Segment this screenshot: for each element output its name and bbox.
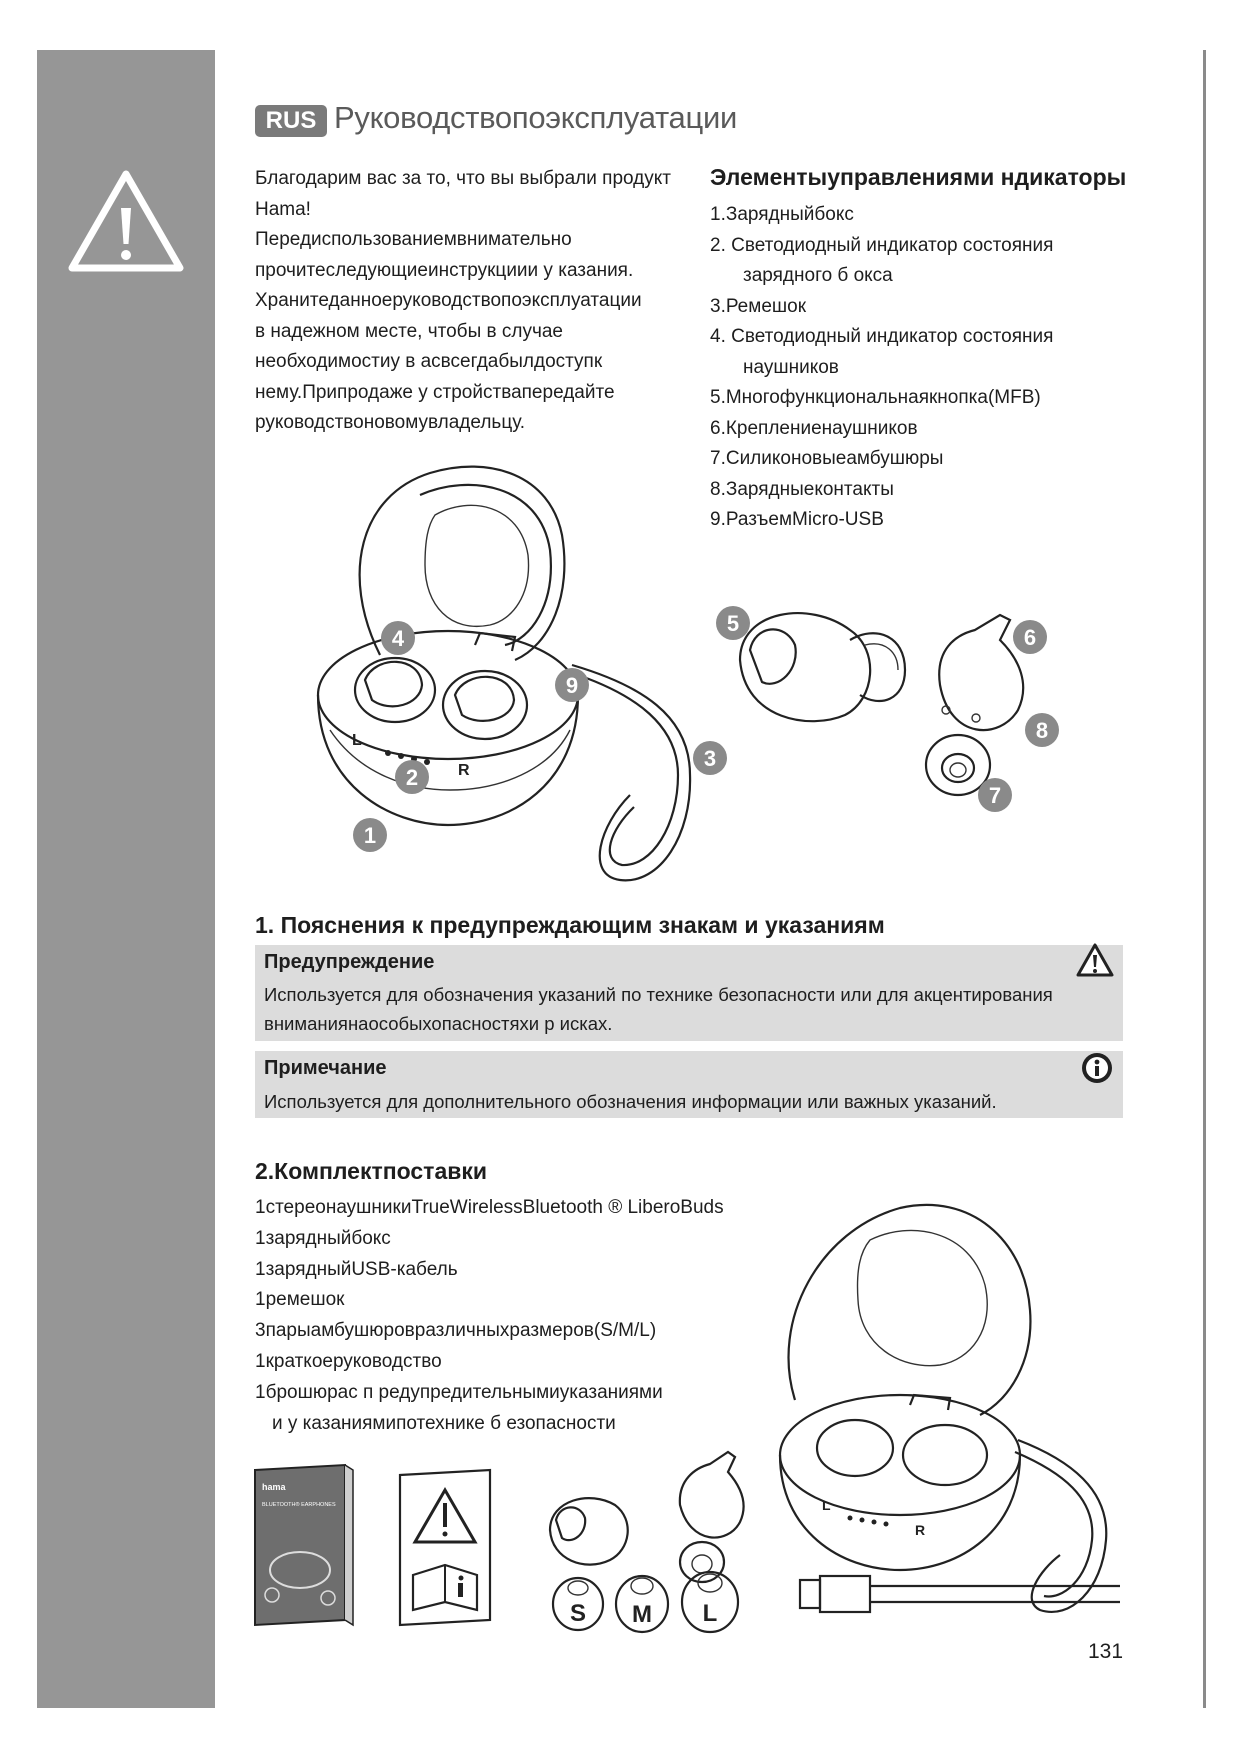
section2-heading: 2.Комплектпоставки xyxy=(255,1158,488,1184)
svg-text:8: 8 xyxy=(1035,718,1049,743)
warning-text xyxy=(264,980,1084,1038)
package-item: 1ремешок xyxy=(255,1289,345,1311)
charging-case-illustration xyxy=(300,455,740,895)
large-charging-case xyxy=(780,1205,1106,1612)
callout-7 xyxy=(978,778,1012,812)
language-badge: RUS xyxy=(255,105,327,137)
package-contents-illustration xyxy=(250,1200,1130,1640)
svg-text:1: 1 xyxy=(363,823,377,848)
intro-line: Благодарим вас за то, что вы выбрали продукт xyxy=(255,168,671,189)
svg-text:6: 6 xyxy=(1023,625,1037,650)
tip-size-label: S xyxy=(569,1600,587,1627)
callout-1 xyxy=(353,818,387,852)
controls-item-continuation: зарядного б окса xyxy=(743,265,893,286)
controls-item: 9.РазъемMicro-USB xyxy=(710,509,884,530)
tip-size-label: L xyxy=(702,1600,718,1627)
note-text xyxy=(264,1087,1084,1116)
large-case-right-mark: R xyxy=(915,1522,926,1538)
warning-line: вниманиянаособыхопасностяхи р исках. xyxy=(264,1013,613,1034)
warning-heading: Предупреждение xyxy=(264,951,435,973)
package-item: 1зарядныйUSB-кабель xyxy=(255,1258,458,1280)
page-title: Руководствопоэксплуатации xyxy=(334,100,737,135)
tip-medium xyxy=(616,1576,668,1632)
manual-booklet xyxy=(255,1465,353,1625)
warning-line: Используется для обозначения указаний по технике безопасности или для акцентирования xyxy=(264,984,1053,1005)
controls-item: 5.Многофункциональнаякнопка(MFB) xyxy=(710,387,1041,408)
svg-text:4: 4 xyxy=(391,626,405,651)
controls-list xyxy=(710,200,1160,536)
sidebar-band xyxy=(37,50,215,1708)
safety-leaflet xyxy=(400,1470,490,1625)
intro-line: нему.Припродаже у стройствапередайте xyxy=(255,381,615,403)
package-item: 1краткоеруководство xyxy=(255,1350,442,1372)
tip-size-label: M xyxy=(632,1601,652,1628)
intro-paragraph xyxy=(255,164,685,439)
callout-8 xyxy=(1025,713,1059,747)
package-item: 3парыамбушюровразличныхразмеров(S/M/L) xyxy=(255,1320,657,1342)
callout-4 xyxy=(381,621,415,655)
controls-item-continuation: наушников xyxy=(743,356,839,378)
note-heading: Примечание xyxy=(264,1057,387,1079)
tip-small xyxy=(553,1578,603,1630)
package-item: 1стереонаушникиTrueWirelessBluetooth ® LiberoBuds xyxy=(255,1197,724,1218)
svg-text:7: 7 xyxy=(988,783,1002,808)
controls-item: 3.Ремешок xyxy=(710,295,807,317)
controls-item: 1.Зарядныйбокс xyxy=(710,204,854,225)
intro-line: Хранитеданноеруководствопоэксплуатации xyxy=(255,290,642,311)
package-item-continuation: и у казаниямипотехнике б езопасности xyxy=(272,1412,616,1434)
intro-line: руководствоновомувладельцу. xyxy=(255,412,526,433)
callout-6 xyxy=(1013,620,1047,654)
manual-caption: BLUETOOTH® EARPHONES xyxy=(262,1502,336,1508)
intro-line: прочитеследующиеинструкциии у казания. xyxy=(255,259,634,281)
page-edge-rule xyxy=(1203,50,1206,1708)
svg-text:5: 5 xyxy=(726,611,740,636)
manual-brand: hama xyxy=(262,1482,286,1492)
intro-line: необходимостиу в асвсегдабылдоступк xyxy=(255,351,603,372)
section1-heading: 1. Пояснения к предупреждающим знакам и указаниям xyxy=(255,912,885,938)
callout-2 xyxy=(395,760,429,794)
info-icon xyxy=(1080,1051,1114,1085)
controls-item: 6.Креплениенаушников xyxy=(710,417,918,439)
svg-text:3: 3 xyxy=(703,746,717,771)
intro-line: Hama! xyxy=(255,198,311,220)
controls-item: 2. Светодиодный индикатор состояния xyxy=(710,234,1054,256)
package-item: 1брошюрас п редупредительнымиуказаниями xyxy=(255,1381,663,1403)
case-left-mark: L xyxy=(352,732,362,749)
controls-item: 7.Силиконовыеамбушюры xyxy=(710,448,944,469)
large-case-left-mark: L xyxy=(822,1497,831,1513)
package-item: 1зарядныйбокс xyxy=(255,1227,391,1249)
controls-item: 8.Зарядныеконтакты xyxy=(710,478,894,500)
note-line: Используется для дополнительного обозначения информации или важных указаний. xyxy=(264,1091,997,1112)
earbud-details-illustration xyxy=(700,590,1080,840)
intro-line: Передиспользованиемвнимательно xyxy=(255,229,572,250)
note-box xyxy=(255,1051,1123,1118)
warning-box xyxy=(255,945,1123,1041)
page-number: 131 xyxy=(1088,1640,1124,1663)
svg-text:9: 9 xyxy=(565,673,579,698)
case-right-mark: R xyxy=(458,762,470,779)
svg-text:2: 2 xyxy=(405,765,419,790)
callout-5 xyxy=(716,606,750,640)
controls-item: 4. Светодиодный индикатор состояния xyxy=(710,326,1054,347)
controls-heading: Элементыуправлениями ндикаторы xyxy=(710,164,1127,190)
warning-small-icon xyxy=(1075,942,1115,978)
callout-9 xyxy=(555,668,589,702)
warning-triangle-icon xyxy=(66,168,186,274)
intro-line: в надежном месте, чтобы в случае xyxy=(255,320,563,342)
